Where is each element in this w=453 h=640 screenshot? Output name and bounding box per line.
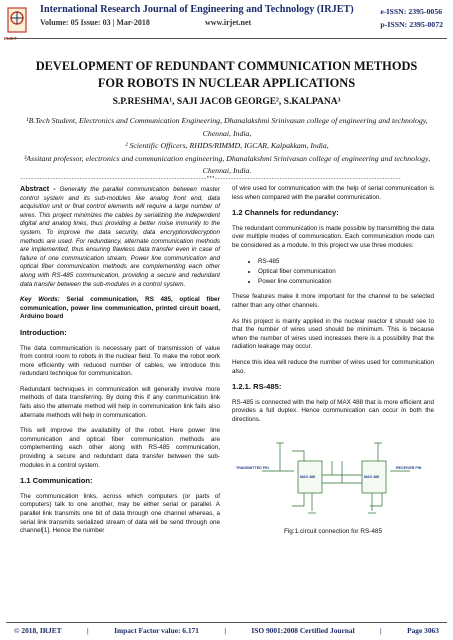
footer-sep: | bbox=[224, 626, 226, 635]
section-1-1-paragraph: The communication links, across which computers (or parts of computers) talk to one another, may be either serial or parallel. A parallel link transmits one bit of data through one channel whereas, a serial link transmits serialized stream of data will be send through one channel[1]. Hence the number bbox=[20, 492, 220, 535]
affiliation-2: ² Scientific Officers, RHIDS/RIMMD, IGCAR, Kalpakkam, India, bbox=[125, 141, 329, 150]
paper-authors: S.P.RESHMA¹, SAJI JACOB GEORGE², S.KALPANA³ bbox=[112, 97, 341, 107]
footer-divider bbox=[6, 622, 447, 623]
abstract-label: Abstract - bbox=[20, 184, 56, 193]
right-column bbox=[232, 185, 434, 537]
pissn: p-ISSN: 2395-0072 bbox=[380, 20, 443, 29]
irjet-logo-icon bbox=[6, 6, 28, 36]
circuit-chip-2: MAX 488 bbox=[364, 475, 379, 480]
affiliations bbox=[22, 115, 432, 178]
intro-paragraph-1: The data communication is necessary part of transmission of value from control room to robots in the nuclear field. To make the robot work more efficiently with reduced number of cables, we introduce this redundant technique for communication. bbox=[20, 344, 220, 378]
circuit-rx-label: RECEIVER PIN bbox=[396, 466, 422, 471]
footer-sep: | bbox=[380, 626, 382, 635]
page-footer bbox=[14, 626, 439, 635]
intro-paragraph-3: This will improve the availability of the robot. Here power line communication and optical fiber communication methods are complementing each other along with RS-485 communication, providing a secure and redundant data transfer between the sub-modules in a control system. bbox=[20, 427, 220, 469]
affiliation-1: ¹B.Tech Student, Electronics and Communication Engineering, Dhanalakshmi Srinivasan college of engineering and technology, Chennai, India, bbox=[26, 116, 428, 138]
abstract-text: Generally the parallel communication between master control system and its sub-modules like analog front end, data acquisition unit or final control elements will require a large number of wires. This project minimizes the cables by serializing the independent digital and analog lines, thus providing a better noise immunity to the system. To improve the data security, data encryption/decryption methods are used. For redundancy, alternate communication methods are implemented, thus ensuring flawless data transfer even in case of failure of one communication stream. Power line communication and optical fiber communication methods are complementing each other along with RS-485 communication, providing a secure and redundant data transfer between the sub-modules in a control system. bbox=[20, 186, 220, 288]
section-1-1-heading: 1.1 Communication: bbox=[20, 476, 93, 486]
footer-page: Page 3063 bbox=[407, 626, 439, 635]
list-item: • RS-485 bbox=[258, 258, 434, 267]
section-1-2-paragraph-2: These features make it more important for the channel to be selected rather than any other channels. bbox=[232, 293, 434, 309]
list-item: • Power line communication bbox=[258, 278, 434, 287]
section-1-2-heading: 1.2 Channels for redundancy: bbox=[232, 208, 339, 218]
list-item: • Optical fiber communication bbox=[258, 268, 434, 277]
figure-caption: Fig:1.circuit connection for RS-485 bbox=[283, 528, 383, 536]
intro-heading: Introduction: bbox=[20, 327, 67, 337]
circuit-tx-label: TRANSMITTED PIN bbox=[236, 466, 269, 471]
rs485-circuit-figure bbox=[232, 431, 432, 526]
footer-impact: Impact Factor value: 6.171 bbox=[114, 626, 199, 635]
footer-sep: | bbox=[87, 626, 89, 635]
keywords-label: Key Words: bbox=[20, 296, 60, 304]
footer-copyright: © 2018, IRJET bbox=[14, 626, 62, 635]
intro-paragraph-2: Redundant techniques in communication will generally involve more methods of data transferring. By doing this if any communication link fails also the alternate method will help in communication link fails also alternate methods will help in communication. bbox=[20, 385, 220, 419]
volume-issue: Volume: 05 Issue: 03 | Mar-2018 bbox=[40, 18, 150, 27]
eissn: e-ISSN: 2395-0056 bbox=[380, 7, 443, 16]
section-1-2-1-paragraph: RS-485 is connected with the help of MAX 488 that is more efficient and provides a full duplex. Hence communication can occur in both the directions. bbox=[232, 398, 434, 423]
left-column bbox=[20, 185, 220, 543]
footer-iso: ISO 9001:2008 Certified Journal bbox=[251, 626, 355, 635]
section-1-2-paragraph-1: The redundant communication is made possible by transmitting the data over multiple modes of communication. Each communication mode can be considered as a module. In this project we use three modules: bbox=[232, 224, 434, 249]
affiliation-3: ³Assitant professor, electronics and communication engineering, Dhanalakshmi Srinivasan college of engineering and technology, Chennai, India. bbox=[23, 153, 431, 175]
paper-title: DEVELOPMENT OF REDUNDANT COMMUNICATION METHODS FOR ROBOTS IN NUCLEAR APPLICATIONS bbox=[35, 59, 418, 90]
module-list bbox=[232, 258, 434, 287]
journal-name: International Research Journal of Engineering and Technology (IRJET) bbox=[40, 4, 354, 15]
issn-block bbox=[380, 5, 443, 31]
logo-text: IRJET bbox=[4, 36, 17, 41]
section-separator: ---------------------------------------------------------------------***--------------------------------------------------------------------- bbox=[20, 176, 401, 182]
keywords bbox=[20, 296, 220, 322]
keywords-text: Serial communication, RS 485, optical fiber communication, power line communication, printed circuit board, Arduino board bbox=[20, 296, 221, 321]
section-1-2-paragraph-4: Hence this idea will reduce the number of wires used for communication also. bbox=[232, 358, 434, 375]
section-1-2-1-heading: 1.2.1. RS-485: bbox=[232, 382, 282, 392]
circuit-chip-1: MAX 488 bbox=[300, 475, 315, 480]
journal-website[interactable]: www.irjet.net bbox=[205, 18, 252, 27]
journal-header bbox=[0, 0, 453, 44]
header-divider bbox=[6, 38, 447, 39]
section-1-1-continued: of wire used for communication with the help of serial communication is less when compared with the parallel communication. bbox=[232, 185, 434, 201]
volume-row bbox=[40, 18, 290, 27]
section-1-2-paragraph-3: As this project is mainly applied in the nuclear reactor it should see to that the number of wires used should be minimum. This is because when the number of wires used increases there is a possibility that the radiation leakage may occur. bbox=[232, 317, 434, 351]
abstract bbox=[20, 185, 220, 289]
